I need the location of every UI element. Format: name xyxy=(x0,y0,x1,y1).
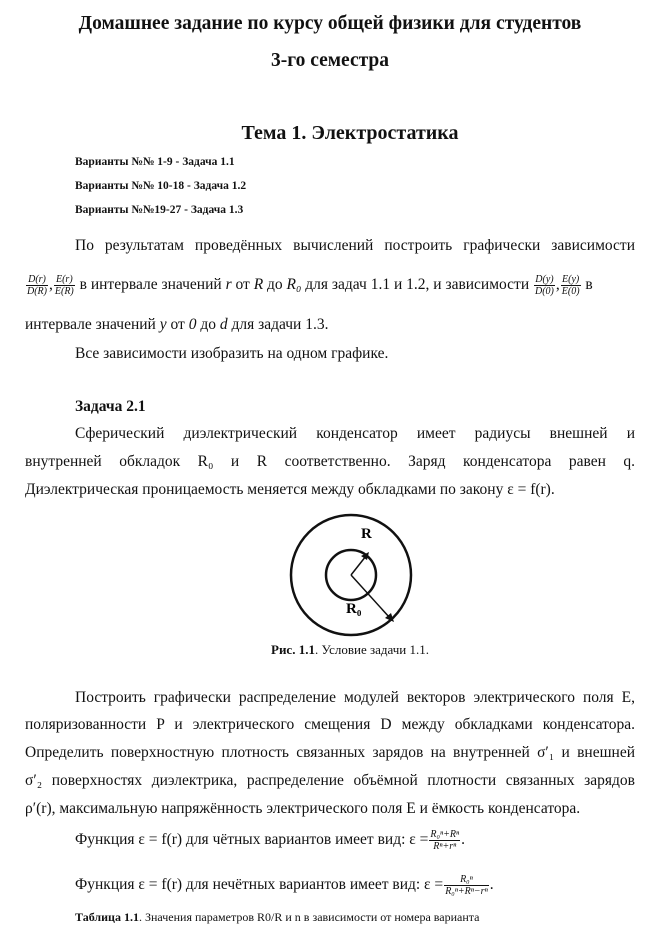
text: для задачи 1.3. xyxy=(231,316,329,333)
task-paragraph-line: σ′₂ поверхностях диэлектрика, распределение объёмной плотности связанных зарядов xyxy=(25,772,635,789)
table-caption xyxy=(75,907,666,927)
text: до xyxy=(267,276,283,294)
task-paragraph-line: Сферический диэлектрический конденсатор имеет радиусы внешней и xyxy=(75,425,635,442)
numerator: R₀ⁿ xyxy=(444,874,489,886)
var-R: R xyxy=(253,276,264,294)
radius-R-arrow xyxy=(351,556,366,575)
numerator: D(y) xyxy=(535,274,554,285)
text: до xyxy=(200,316,216,333)
var-y: y xyxy=(159,316,167,333)
title-line-2: 3-го семестра xyxy=(270,50,390,71)
table-caption-label: Таблица 1.1 xyxy=(75,910,139,924)
task-paragraph-line: Диэлектрическая проницаемость меняется между обкладками по закону ε = f(r). xyxy=(25,481,555,498)
caption-text: . Условие задачи 1.1. xyxy=(314,642,429,657)
text: Функция ε = f(r) для нечётных вариантов имеет вид: ε = xyxy=(75,876,444,894)
table-caption-text: . Значения параметров R0/R и n в зависимости от номера варианта xyxy=(138,910,480,924)
even-function-line: Функция ε = f(r) для чётных вариантов имеет вид: ε = $\frac{\text{R₀ⁿ+Rⁿ}}{\text{Rⁿ+rⁿ}}$ . xyxy=(75,829,466,852)
fraction xyxy=(561,274,581,297)
numerator: E(r) xyxy=(54,274,75,286)
text: Функция ε = f(r) для чётных вариантов имеет вид: ε = xyxy=(75,831,429,849)
numerator: E(y) xyxy=(562,274,580,285)
figure-caption xyxy=(45,640,655,660)
title-line-1: Домашнее задание по курсу общей физики для студентов xyxy=(78,13,582,34)
text: интервале значений xyxy=(25,316,156,333)
variant-line: Варианты №№ 10-18 - Задача 1.2 xyxy=(75,180,247,192)
text: в интервале значений xyxy=(79,276,222,294)
denominator: D(R) xyxy=(27,286,47,297)
task-paragraph-line: ρ′(r), максимальную напряжённость электрического поля E и ёмкость конденсатора. xyxy=(25,800,581,817)
odd-function-line: Функция ε = f(r) для нечётных вариантов имеет вид: ε = $\frac{\text{R₀ⁿ}}{\text{R₀ⁿ+Rⁿ−rⁿ}}$ . xyxy=(75,874,494,897)
fraction xyxy=(54,274,75,297)
task-paragraph-line: внутренней обкладок R₀ и R соответственно. Заряд конденсатора равен q. xyxy=(25,453,635,470)
denominator: D(0) xyxy=(535,286,554,297)
numerator: D(r) xyxy=(26,274,48,286)
denominator: Rⁿ+rⁿ xyxy=(433,841,457,852)
intro-line-2: $\frac{D(r)}{D(R)}$ , $\frac{E(r)}{E(R)}$ в интервале значений r от R до R₀ для задач 1.1 и 1.2, и зависимости $\frac{D(y)}{D(0)}$ , $\frac{E(y)}{E(0)}$ в xyxy=(27,274,593,297)
task-paragraph-line: Построить графически распределение модулей векторов электрического поля E, xyxy=(75,689,635,706)
variant-line: Варианты №№19-27 - Задача 1.3 xyxy=(75,204,244,216)
intro-line-1: По результатам проведённых вычислений построить графически зависимости xyxy=(75,237,635,254)
label-R0: R₀ xyxy=(346,601,362,617)
intro-line-3 xyxy=(25,315,635,335)
var-zero: 0 xyxy=(188,316,197,333)
text: в xyxy=(585,276,593,294)
intro-line-4: Все зависимости изобразить на одном графике. xyxy=(75,345,389,362)
topic-heading: Тема 1. Электростатика xyxy=(241,122,459,144)
capacitor-figure xyxy=(288,512,414,638)
numerator: R₀ⁿ+Rⁿ xyxy=(430,829,460,840)
task-paragraph-line: поляризованности P и электрического смещения D между обкладками конденсатора. xyxy=(25,716,635,733)
var-d: d xyxy=(219,316,228,333)
text: от xyxy=(235,276,250,294)
variant-line: Варианты №№ 1-9 - Задача 1.1 xyxy=(75,156,235,168)
task-heading: Задача 2.1 xyxy=(75,398,146,415)
fraction xyxy=(444,874,489,897)
var-R0: R₀ xyxy=(286,276,302,294)
task-paragraph-line: Определить поверхностную плотность связанных зарядов на внутренней σ′₁ и внешней xyxy=(25,744,635,761)
fraction xyxy=(429,829,460,852)
fraction xyxy=(26,274,48,297)
denominator: E(0) xyxy=(561,286,580,297)
var-r: r xyxy=(225,276,232,294)
label-R: R xyxy=(361,526,372,542)
caption-label: Рис. 1.1 xyxy=(271,642,315,657)
denominator: R₀ⁿ+Rⁿ−rⁿ xyxy=(445,886,488,897)
text: для задач 1.1 и 1.2, и зависимости xyxy=(305,276,530,294)
text: от xyxy=(170,316,185,333)
denominator: E(R) xyxy=(54,286,74,297)
fraction xyxy=(534,274,555,297)
